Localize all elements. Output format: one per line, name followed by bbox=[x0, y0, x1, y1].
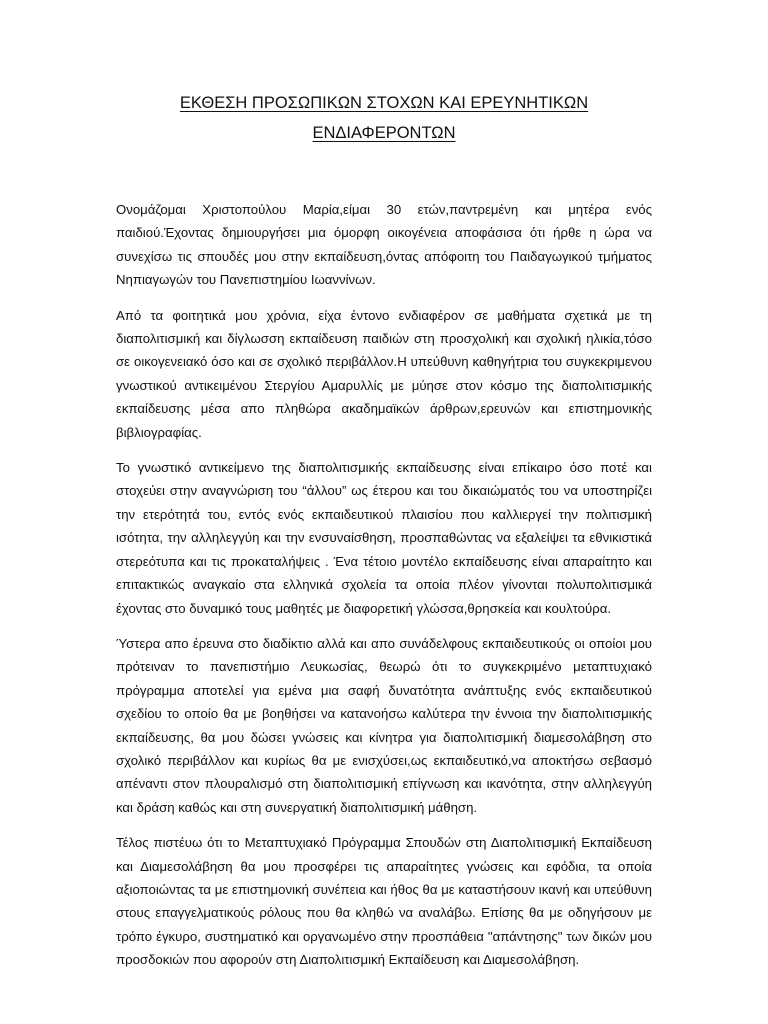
title-line-1: ΕΚΘΕΣΗ ΠΡΟΣΩΠΙΚΩΝ ΣΤΟΧΩΝ ΚΑΙ ΕΡΕΥΝΗΤΙΚΩΝ bbox=[179, 94, 589, 112]
paragraph-program-choice: Ύστερα απο έρευνα στο διαδίκτιο αλλά και απο συνάδελφους εκπαιδευτικούς οι οποίοι μου πρότειναν το πανεπιστήμιο Λευκωσίας, θεωρώ ότι το συγκεκριμένο μεταπτυχιακό πρόγραμμα αποτελεί για εμένα μια σαφή δυνατότητα ανάπτυξης ενός εκπαιδευτικού σχεδίου το οποίο θα με βοηθήσει να κατανοήσω καλύτερα την έννοια την διαπολιτισμικής εκπαίδευσης, θα μου δώσει γνώσεις και κίνητρα για διαπολιτισμική διαμεσολάβηση στο σχολικό περιβάλλον και κυρίως θα με ενισχύσει,ως εκπαιδευτικό,να αποκτήσω σεβασμό απέναντι στον πλουραλισμό στη διαπολιτισμική επίγνωση και ικανότητα, στην αλληλεγγύη και δράση καθώς και στη συνεργατική διαπολιτισμική μάθηση. bbox=[116, 635, 652, 815]
title-line-2: ΕΝΔΙΑΦΕΡΟΝΤΩΝ bbox=[312, 124, 456, 142]
document-title bbox=[116, 88, 652, 148]
document-body bbox=[116, 198, 652, 972]
paragraph-intercultural-education: Το γνωστικό αντικείμενο της διαπολιτισμικής εκπαίδευσης είναι επίκαιρο όσο ποτέ και στοχεύει στην αναγνώριση του “άλλου” ως έτερου και του δικαιώματός του να υποστηρίζει την ετερότητά του, εντός ενός εκπαιδευτικού πλαισίου που καλλιεργεί την πολιτισμική ισότητα, την αλληλεγγύη και την ενσυναίσθηση, προσπαθώντας να εξαλείψει τα εθνικιστικά στερεότυπα και τις προκαταλήψεις . Ένα τέτοιο μοντέλο εκπαίδευσης είναι απαραίτητο και επιτακτικώς αναγκαίο στα ελληνικά σχολεία τα οποία πλέον γίνονται πολυπολιτισμικά έχοντας στο δυναμικό τους μαθητές με διαφορετική γλώσσα,θρησκεία και κουλτούρα. bbox=[116, 460, 652, 616]
paragraph-introduction: Ονομάζομαι Χριστοπούλου Μαρία,είμαι 30 ετών,παντρεμένη και μητέρα ενός παιδιού.Έχοντας δημιουργήσει μια όμορφη οικογένεια αποφάσισα ότι ήρθε η ώρα να συνεχίσω τις σπουδές μου στην εκπαίδευση,όντας απόφοιτη του Παιδαγωγικού τμήματος Νηπιαγωγών του Πανεπιστημίου Ιωαννίνων. bbox=[116, 202, 652, 288]
document-page bbox=[116, 88, 652, 984]
paragraph-student-years: Από τα φοιτητικά μου χρόνια, είχα έντονο ενδιαφέρον σε μαθήματα σχετικά με τη διαπολιτισμική και δίγλωσση εκπαίδευση παιδιών στη προσχολική και σχολική ηλικία,τόσο σε οικογενειακό όσο και σε σχολικό περιβάλλον.Η υπεύθυνη καθηγήτρια του συγκεκριμενου γνωστικού αντικειμένου Στεργίου Αμαρυλλίς με μύησε στον κόσμο της διαπολιτισμικής εκπαίδευσης μέσα απο πληθώρα ακαδημαϊκών άρθρων,ερευνών και επιστημονικής βιβλιογραφίας. bbox=[116, 307, 652, 440]
paragraph-conclusion: Τέλος πιστέυω ότι το Μεταπτυχιακό Πρόγραμμα Σπουδών στη Διαπολιτισμική Εκπαίδευση και Διαμεσολάβηση θα μου προσφέρει τις απαραίτητες γνώσεις και εφόδια, τα οποία αξιοποιώντας τα με επιστημονική συνέπεια και ήθος θα με καταστήσουν ικανή και υπεύθυνη στους επαγγελματικούς ρόλους που θα κληθώ να αναλάβω. Επίσης θα με οδηγήσουν με τρόπο έγκυρο, συστηματικό και οργανωμένο στην προσπάθεια "απάντησης" των δικών μου προσδοκιών που αφορούν στη Διαπολιτισμική Εκπαίδευση και Διαμεσολάβηση. bbox=[116, 835, 652, 968]
